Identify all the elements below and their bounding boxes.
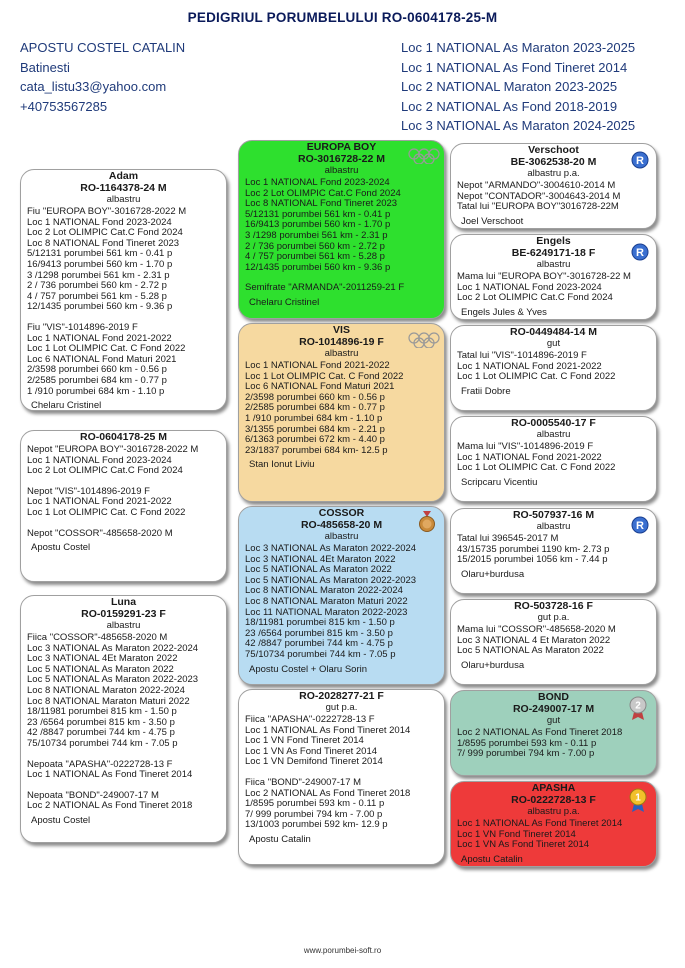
detail-line: Fiica "COSSOR"-485658-2020 M	[27, 632, 168, 643]
owner-email[interactable]: cata_listu33@yahoo.com	[20, 79, 167, 94]
detail-line: Loc 8 NATIONAL Fond Tineret 2023	[27, 237, 180, 249]
detail-line: Loc 1 Lot OLIMPIC Cat. C Fond 2022	[27, 506, 186, 518]
pigeon-ring: RO-3016728-22 M	[298, 153, 385, 165]
detail-line: Loc 8 NATIONAL Maraton Maturi 2022	[245, 595, 408, 607]
owner-city: Batinesti	[20, 59, 70, 75]
detail-line: Loc 3 NATIONAL As Maraton 2022-2024	[27, 642, 199, 654]
pigeon-owner: Scripcaru Vicentiu	[461, 476, 538, 488]
detail-line: Loc 1 NATIONAL As Fond Tineret 2014	[27, 769, 193, 781]
pigeon-details	[451, 817, 656, 851]
detail-line: Loc 11 NATIONAL Maraton 2022-2023	[245, 606, 408, 618]
detail-line: 3 /1298 porumbei 561 km - 2.31 p	[27, 269, 170, 281]
card-sss[interactable]	[450, 143, 657, 229]
pigeon-details	[239, 713, 444, 831]
detail-line: Loc 2 Lot OLIMPIC Cat.C Fond 2024	[27, 227, 183, 239]
pigeon-color: albastru	[536, 521, 571, 532]
pigeon-details	[239, 176, 444, 294]
detail-line: 7/ 999 porumbei 794 km - 7.00 p	[245, 808, 383, 820]
pigeon-details	[451, 440, 656, 474]
svg-text:R: R	[636, 247, 644, 259]
card-dam[interactable]	[20, 595, 227, 843]
pigeon-owner: Stan Ionut Liviu	[249, 459, 315, 471]
achievement-item: Loc 2 NATIONAL As Fond 2018-2019	[401, 98, 618, 114]
pigeon-color: albastru	[324, 348, 359, 359]
detail-line: Loc 3 NATIONAL 4Et Maraton 2022	[27, 653, 178, 665]
detail-line: Loc 1 VN Fond Tineret 2014	[245, 735, 364, 747]
detail-line: Loc 1 NATIONAL Fond 2023-2024	[27, 454, 172, 466]
pigeon-color: albastru p.a.	[527, 806, 580, 817]
detail-line: Nepot "EUROPA BOY"-3016728-2022 M	[27, 444, 199, 455]
detail-line: Loc 5 NATIONAL As Maraton 2022-2023	[245, 574, 417, 586]
pigeon-ring: RO-1164378-24 M	[80, 182, 167, 194]
pigeon-owner: Chelaru Cristinel	[31, 400, 102, 411]
pigeon-ring: RO-0604178-25 M	[80, 431, 167, 443]
detail-line: Loc 1 Lot OLIMPIC Cat. C Fond 2022	[245, 370, 404, 382]
detail-line: 6/1363 porumbei 672 km - 4.40 p	[245, 434, 385, 446]
pigeon-name: Verschoot	[528, 144, 579, 156]
pigeon-ring: RO-249007-17 M	[512, 703, 595, 715]
detail-line: Loc 5 NATIONAL As Maraton 2022-2023	[27, 674, 199, 686]
detail-line: Loc 2 Lot OLIMPIC Cat.C Fond 2024	[245, 187, 401, 199]
detail-line: 75/10734 porumbei 744 km - 7.05 p	[27, 737, 178, 749]
detail-line: Loc 5 NATIONAL As Maraton 2022	[27, 663, 174, 675]
registered-r-icon	[631, 151, 649, 169]
detail-line: 18/11981 porumbei 815 km - 1.50 p	[245, 617, 395, 629]
detail-line: 18/11981 porumbei 815 km - 1.50 p	[27, 706, 177, 718]
detail-line: Fiica "BOND"-249007-17 M	[245, 776, 362, 788]
detail-line: 43/15735 porumbei 1190 km- 2.73 p	[457, 543, 610, 555]
detail-line: 42 /8847 porumbei 744 km - 4.75 p	[27, 727, 175, 739]
pigeon-color: albastru	[324, 165, 359, 176]
detail-line: Loc 3 NATIONAL 4Et Maraton 2022	[245, 553, 396, 565]
detail-line: Loc 2 NATIONAL As Fond Tineret 2018	[27, 800, 193, 812]
detail-line: 2/3598 porumbei 660 km - 0.56 p	[27, 364, 167, 376]
pigeon-name: COSSOR	[318, 507, 365, 519]
detail-line: 2/2585 porumbei 684 km - 0.77 p	[27, 374, 167, 386]
detail-line: Loc 2 NATIONAL As Fond Tineret 2018	[245, 787, 411, 799]
pigeon-name: Engels	[536, 235, 571, 247]
card-sdd[interactable]	[450, 416, 657, 502]
card-dsd[interactable]	[450, 599, 657, 685]
pigeon-owner: Fratii Dobre	[461, 385, 511, 397]
detail-line: Loc 1 VN As Fond Tineret 2014	[245, 745, 378, 757]
pigeon-details	[451, 270, 656, 304]
pigeon-color: albastru	[324, 531, 359, 542]
registered-r-icon	[631, 516, 649, 534]
card-subject[interactable]	[20, 430, 227, 582]
detail-line: Nepoata "APASHA"-0222728-13 F	[27, 758, 173, 770]
pigeon-color: albastru	[536, 259, 571, 270]
detail-line: Nepot "ARMANDO"-3004610-2014 M	[457, 180, 616, 191]
footer-link[interactable]: www.porumbei-soft.ro	[303, 946, 382, 955]
pigeon-owner: Olaru+burdusa	[461, 659, 525, 671]
pigeon-ring: RO-485658-20 M	[300, 519, 383, 531]
detail-line: Nepot "COSSOR"-485658-2020 M	[27, 527, 173, 539]
pigeon-owner: Joel Verschoot	[461, 215, 524, 227]
pigeon-details	[21, 631, 226, 812]
card-sire-sire[interactable]	[238, 140, 445, 319]
pigeon-color: albastru p.a.	[527, 168, 580, 179]
pigeon-name: APASHA	[531, 782, 576, 794]
detail-line: Loc 2 NATIONAL As Fond Tineret 2018	[457, 727, 623, 738]
detail-line: Loc 1 Lot OLIMPIC Cat. C Fond 2022	[457, 371, 616, 383]
detail-line: Loc 2 Lot OLIMPIC Cat.C Fond 2024	[27, 465, 183, 477]
pigeon-owner: Apostu Costel + Olaru Sorin	[249, 663, 368, 675]
detail-line: 1 /910 porumbei 684 km - 1.10 p	[245, 412, 383, 424]
pigeon-name: BOND	[538, 691, 569, 703]
pigeon-ring: RO-0222728-13 F	[511, 794, 596, 806]
card-ssd[interactable]	[450, 234, 657, 320]
owner-info	[20, 38, 185, 116]
detail-line: Loc 8 NATIONAL Maraton 2022-2024	[245, 585, 403, 597]
detail-line: Loc 1 VN As Fond Tineret 2014	[457, 839, 590, 851]
pigeon-details	[21, 443, 226, 539]
detail-line: Loc 1 NATIONAL As Fond Tineret 2014	[245, 724, 411, 736]
detail-line: 7/ 999 porumbei 794 km - 7.00 p	[457, 748, 595, 760]
detail-line: Loc 1 NATIONAL Fond 2023-2024	[27, 216, 172, 228]
pigeon-ring: BE-6249171-18 F	[511, 247, 596, 259]
card-sire[interactable]	[20, 169, 227, 411]
pigeon-ring: RO-2028277-21 F	[299, 690, 384, 702]
olympic-rings-icon	[408, 332, 440, 348]
pigeon-details	[239, 359, 444, 456]
detail-line: 2/3598 porumbei 660 km - 0.56 p	[245, 391, 385, 403]
detail-line: Mama lui "VIS"-1014896-2019 F	[457, 441, 594, 452]
detail-line: 23 /6564 porumbei 815 km - 3.50 p	[245, 627, 393, 639]
card-dss[interactable]	[450, 508, 657, 594]
detail-line: Loc 6 NATIONAL Fond Maturi 2021	[27, 353, 177, 365]
detail-line: 23 /6564 porumbei 815 km - 3.50 p	[27, 716, 175, 728]
achievements-list	[401, 38, 635, 136]
pigeon-color: albastru	[106, 620, 141, 631]
detail-line: Loc 1 VN Fond Tineret 2014	[457, 828, 576, 840]
detail-line: Loc 8 NATIONAL Maraton 2022-2024	[27, 684, 185, 696]
pigeon-ring: RO-1014896-19 F	[299, 336, 384, 348]
detail-line: 4 / 757 porumbei 561 km - 5.28 p	[245, 251, 385, 263]
detail-line: Loc 3 NATIONAL 4 Et Maraton 2022	[457, 634, 611, 646]
card-sds[interactable]	[450, 325, 657, 411]
card-dam-sire[interactable]	[238, 506, 445, 685]
detail-line: Loc 1 NATIONAL Fond 2023-2024	[457, 281, 602, 293]
pigeon-color: gut	[546, 338, 561, 349]
svg-text:2: 2	[635, 700, 641, 712]
detail-line: Loc 1 NATIONAL Fond 2021-2022	[245, 360, 390, 371]
detail-line: Loc 6 NATIONAL Fond Maturi 2021	[245, 381, 395, 393]
detail-line: 2 / 736 porumbei 560 km - 2.72 p	[27, 280, 167, 292]
detail-line: Loc 1 Lot OLIMPIC Cat. C Fond 2022	[27, 343, 186, 355]
detail-line: Nepot "CONTADOR"-3004643-2014 M	[457, 190, 621, 202]
pigeon-owner: Olaru+burdusa	[461, 568, 525, 580]
detail-line: Loc 2 Lot OLIMPIC Cat.C Fond 2024	[457, 292, 613, 304]
detail-line: 3 /1298 porumbei 561 km - 2.31 p	[245, 229, 388, 241]
detail-line: 16/9413 porumbei 560 km - 1.70 p	[27, 258, 173, 270]
gold-medal-icon	[628, 788, 648, 812]
detail-line: Loc 8 NATIONAL Maraton Maturi 2022	[27, 695, 190, 707]
pigeon-ring: RO-0449484-14 M	[510, 326, 597, 338]
detail-line: Tatal lui 396545-2017 M	[457, 533, 559, 544]
pigeon-details	[451, 726, 656, 760]
pigeon-name: Luna	[110, 596, 137, 608]
pigeon-owner: Apostu Catalin	[249, 833, 311, 845]
bronze-medal-icon	[418, 511, 436, 533]
achievement-item: Loc 1 NATIONAL As Fond Tineret 2014	[401, 59, 628, 75]
pigeon-details	[451, 623, 656, 657]
detail-line: 3/1355 porumbei 684 km - 2.21 p	[245, 423, 385, 435]
detail-line: Loc 1 NATIONAL Fond 2021-2022	[27, 332, 172, 344]
pigeon-details	[451, 532, 656, 566]
card-sire-dam[interactable]	[238, 323, 445, 502]
detail-line: Fiu "VIS"-1014896-2019 F	[27, 321, 138, 333]
pigeon-details	[21, 205, 226, 397]
detail-line: Loc 1 VN Demifond Tineret 2014	[245, 756, 383, 768]
detail-line: Loc 8 NATIONAL Fond Tineret 2023	[245, 198, 398, 210]
pigeon-name: EUROPA BOY	[306, 141, 377, 153]
detail-line: Fiica "APASHA"-0222728-13 F	[245, 714, 375, 725]
silver-medal-icon	[628, 696, 648, 720]
svg-text:R: R	[636, 155, 644, 167]
pigeon-details	[451, 179, 656, 213]
detail-line: Loc 1 Lot OLIMPIC Cat. C Fond 2022	[457, 462, 616, 474]
owner-name: APOSTU COSTEL CATALIN	[20, 40, 186, 55]
pigeon-ring: RO-507937-16 M	[512, 509, 595, 521]
detail-line: Loc 1 NATIONAL Fond 2023-2024	[245, 177, 390, 188]
pigeon-color: gut	[546, 715, 561, 726]
pigeon-owner: Apostu Catalin	[461, 853, 523, 865]
svg-text:1: 1	[635, 792, 641, 804]
card-dds[interactable]	[450, 690, 657, 776]
detail-line: 23/1837 porumbei 684 km- 12.5 p	[245, 444, 388, 456]
detail-line: Loc 3 NATIONAL As Maraton 2022-2024	[245, 543, 417, 554]
detail-line: Loc 1 NATIONAL Fond 2021-2022	[457, 360, 602, 372]
detail-line: 12/1435 porumbei 560 km - 9.36 p	[27, 301, 173, 313]
detail-line: Semifrate "ARMANDA"-2011259-21 F	[245, 282, 405, 294]
detail-line: 1/8595 porumbei 593 km - 0.11 p	[457, 737, 597, 749]
pigeon-name: Adam	[108, 170, 139, 182]
olympic-rings-icon	[408, 148, 440, 164]
detail-line: 1 /910 porumbei 684 km - 1.10 p	[27, 385, 165, 397]
detail-line: Nepoata "BOND"-249007-17 M	[27, 789, 159, 801]
pigeon-ring: RO-503728-16 F	[514, 600, 593, 612]
registered-r-icon	[631, 243, 649, 261]
detail-line: Loc 1 NATIONAL As Fond Tineret 2014	[457, 818, 623, 829]
detail-line: Mama lui "EUROPA BOY"-3016728-22 M	[457, 271, 631, 282]
detail-line: Tatal lui "EUROPA BOY"3016728-22M	[457, 201, 619, 213]
detail-line: 75/10734 porumbei 744 km - 7.05 p	[245, 648, 396, 660]
page-title: PEDIGRIUL PORUMBELULUI RO-0604178-25-M	[187, 10, 498, 25]
pigeon-color: albastru	[106, 194, 141, 205]
detail-line: 5/12131 porumbei 561 km - 0.41 p	[27, 248, 173, 260]
detail-line: Loc 5 NATIONAL As Maraton 2022	[457, 645, 604, 657]
detail-line: 5/12131 porumbei 561 km - 0.41 p	[245, 208, 391, 220]
owner-phone: +40753567285	[20, 98, 108, 114]
pigeon-ring: BE-3062538-20 M	[510, 156, 597, 168]
detail-line: Loc 5 NATIONAL As Maraton 2022	[245, 564, 392, 576]
detail-line: 16/9413 porumbei 560 km - 1.70 p	[245, 219, 391, 231]
pigeon-color: gut p.a.	[537, 612, 570, 623]
detail-line: Mama lui "COSSOR"-485658-2020 M	[457, 624, 616, 635]
detail-line: Loc 1 NATIONAL Fond 2021-2022	[27, 496, 172, 508]
svg-text:R: R	[636, 520, 644, 532]
pigeon-details	[451, 349, 656, 383]
detail-line: 12/1435 porumbei 560 km - 9.36 p	[245, 261, 391, 273]
detail-line: 42 /8847 porumbei 744 km - 4.75 p	[245, 638, 393, 650]
detail-line: 15/2015 porumbei 1056 km - 7.44 p	[457, 554, 608, 566]
achievement-item: Loc 3 NATIONAL As Maraton 2024-2025	[401, 118, 636, 133]
achievement-item: Loc 2 NATIONAL Maraton 2023-2025	[401, 79, 618, 94]
detail-line: Tatal lui "VIS"-1014896-2019 F	[457, 350, 587, 361]
pigeon-owner: Chelaru Cristinel	[249, 296, 320, 308]
detail-line: 2 / 736 porumbei 560 km - 2.72 p	[245, 240, 385, 252]
pigeon-ring: RO-0159291-23 F	[81, 608, 166, 620]
detail-line: 1/8595 porumbei 593 km - 0.11 p	[245, 798, 385, 810]
pigeon-ring: RO-0005540-17 F	[511, 417, 596, 429]
pigeon-owner: Apostu Costel	[31, 542, 91, 554]
achievement-item: Loc 1 NATIONAL As Maraton 2023-2025	[401, 40, 636, 55]
pigeon-color: gut p.a.	[325, 702, 358, 713]
pigeon-owner: Engels Jules & Yves	[461, 306, 547, 318]
pigeon-details	[239, 542, 444, 661]
card-dam-dam[interactable]	[238, 689, 445, 865]
pigeon-owner: Apostu Costel	[31, 814, 91, 826]
pigeon-color: albastru	[536, 429, 571, 440]
card-ddd[interactable]	[450, 781, 657, 867]
detail-line: Fiu "EUROPA BOY"-3016728-2022 M	[27, 206, 187, 217]
detail-line: 13/1003 porumbei 592 km- 12.9 p	[245, 819, 388, 831]
pigeon-name: VIS	[333, 324, 350, 336]
detail-line: Nepot "VIS"-1014896-2019 F	[27, 485, 150, 497]
detail-line: Loc 1 NATIONAL Fond 2021-2022	[457, 451, 602, 463]
detail-line: 4 / 757 porumbei 561 km - 5.28 p	[27, 290, 167, 302]
detail-line: 2/2585 porumbei 684 km - 0.77 p	[245, 402, 385, 414]
